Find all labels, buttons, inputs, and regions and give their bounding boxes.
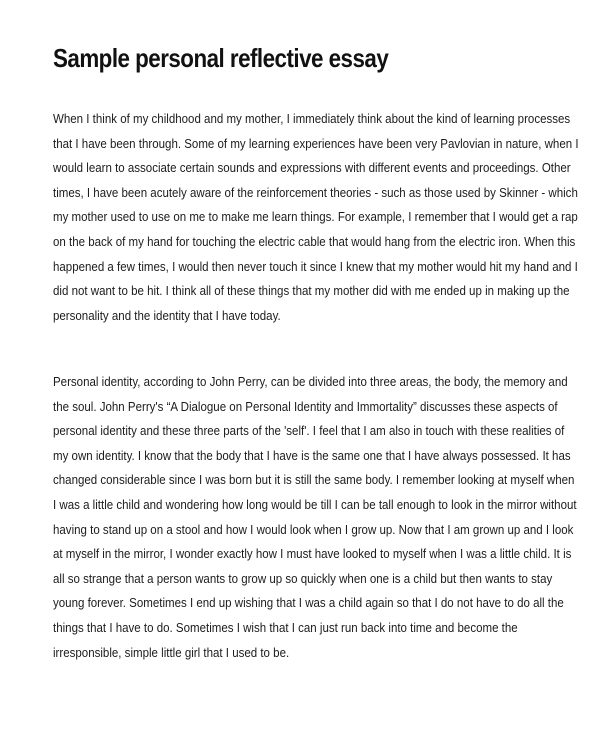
paragraph-line: personal identity and these three parts of the 'self'. I feel that I am also in touch with these realities of bbox=[53, 423, 565, 439]
paragraph-line: my own identity. I know that the body that I have is the same one that I have always possessed. It has bbox=[53, 447, 571, 463]
paragraph-line: that I have been through. Some of my learning experiences have been very Pavlovian in nature, when I bbox=[53, 135, 579, 151]
paragraph-line: personality and the identity that I have today. bbox=[53, 307, 281, 323]
paragraph-line: my mother used to use on me to make me learn things. For example, I remember that I would get a rap bbox=[53, 209, 578, 225]
paragraph-line: When I think of my childhood and my mother, I immediately think about the kind of learning processes bbox=[53, 111, 571, 126]
paragraph-line: all so strange that a person wants to grow up so quickly when one is a child but then wants to stay bbox=[53, 570, 553, 586]
paragraph-line: irresponsible, simple little girl that I used to be. bbox=[53, 644, 290, 660]
paragraph-line: happened a few times, I would then never touch it since I knew that my mother would hit my hand and I bbox=[53, 258, 578, 274]
paragraph-line: on the back of my hand for touching the electric cable that would hang from the electric iron. When this bbox=[53, 233, 576, 249]
paragraph-2 bbox=[53, 370, 577, 665]
paragraph-line: times, I have been acutely aware of the reinforcement theories - such as those used by Skinner - which bbox=[53, 184, 578, 200]
paragraph-line: the soul. John Perry's “A Dialogue on Personal Identity and Immortality” discusses these aspects of bbox=[53, 398, 558, 414]
paragraph-line: changed considerable since I was born but it is still the same body. I remember looking at myself when bbox=[53, 472, 575, 488]
paragraph-line: young forever. Sometimes I end up wishing that I was a child again so that I do not have to do all the bbox=[53, 595, 564, 611]
paragraph-line: did not want to be hit. I think all of these things that my mother did with me ended up in making up the bbox=[53, 283, 570, 299]
paragraph-line: having to stand up on a stool and how I would look when I grow up. Now that I am grown up and I look bbox=[53, 521, 574, 537]
paragraph-line: Personal identity, according to John Perry, can be divided into three areas, the body, the memory and bbox=[53, 374, 568, 389]
page-title: Sample personal reflective essay bbox=[53, 43, 389, 73]
paragraph-line: at myself in the mirror, I wonder exactly how I must have looked to myself when I was a little child. It is bbox=[53, 546, 572, 562]
paragraph-line: I was a little child and wondering how long would be till I can be tall enough to look in the mirror without bbox=[53, 496, 577, 512]
paragraph-line: things that I have to do. Sometimes I wish that I can just run back into time and become the bbox=[53, 619, 518, 635]
paragraph-1 bbox=[53, 107, 579, 328]
paragraph-line: would learn to associate certain sounds and expressions with different events and proceedings. Other bbox=[53, 160, 571, 176]
